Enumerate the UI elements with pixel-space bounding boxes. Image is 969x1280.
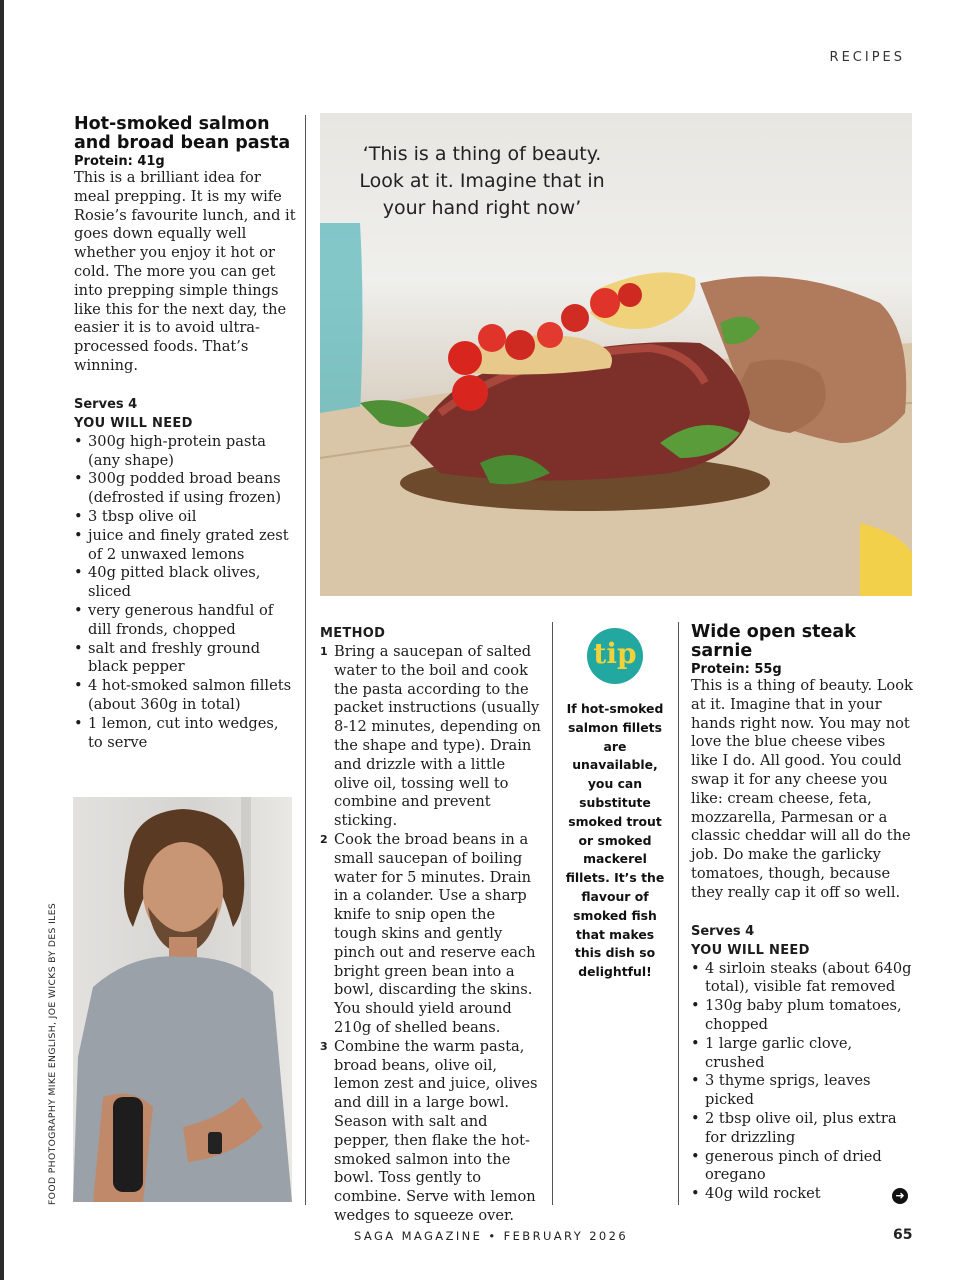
arrow-right-circle-icon: ➜ (892, 1188, 908, 1204)
chef-portrait-illustration (73, 797, 292, 1202)
ingredient-item: • 1 lemon, cut into wedges, to serve (74, 715, 296, 753)
step-text: Bring a saucepan of salted water to the boil and cook the pasta according to the packet instructions (usually 8-12 minutes, depending on the shape and type). Drain and drizzle with a little olive oil, tossing well to combine and prevent sticking. (334, 643, 541, 830)
recipe-1-ingredients (74, 433, 296, 753)
recipe-1-intro: This is a brilliant idea for meal prepping. It is my wife Rosie’s favourite lunch, and it goes down equally well whether you enjoy it hot or cold. The more you can get into prepping simple things like this for the next day, the easier it is to avoid ultra-processed foods. That’s winning. (74, 169, 296, 374)
recipe-2-serves: Serves 4 (691, 923, 755, 939)
chef-portrait-photo (73, 797, 292, 1202)
ingredient-item: • salt and freshly ground black pepper (74, 640, 296, 678)
recipe-1-need-heading: YOU WILL NEED (74, 415, 193, 431)
page-edge (0, 0, 4, 1280)
method-step (320, 831, 542, 1038)
recipe-1-title: Hot-smoked salmon and broad bean pasta (74, 114, 291, 153)
tip-badge-label: tip (593, 637, 637, 670)
magazine-footer: SAGA MAGAZINE • FEBRUARY 2026 (354, 1229, 629, 1243)
section-label: RECIPES (829, 50, 905, 65)
method-heading: METHOD (320, 626, 386, 641)
recipe-1-column (74, 115, 296, 752)
step-text: Combine the warm pasta, broad beans, olive oil, lemon zest and juice, olives and dill in a large bowl. Season with salt and pepper, then flake the hot-smoked salmon into the bowl. Toss gently to combine. Serve with lemon wedges to squeeze over. (334, 1037, 538, 1224)
ingredient-item: • 4 sirloin steaks (about 640g total), visible fat removed (691, 960, 913, 998)
recipe-2-ingredients (691, 960, 913, 1204)
ingredient-item: • 3 thyme sprigs, leaves picked (691, 1072, 913, 1110)
ingredient-item: • 130g baby plum tomatoes, chopped (691, 997, 913, 1035)
recipe-2-title: Wide open steak sarnie (691, 622, 856, 661)
tip-column (563, 628, 667, 982)
recipe-2-protein: Protein: 55g (691, 662, 782, 677)
method-step (320, 1038, 542, 1226)
photo-credit: FOOD PHOTOGRAPHY MIKE ENGLISH, JOE WICKS BY DES ILES (47, 902, 58, 1205)
ingredient-item: • 300g high-protein pasta (any shape) (74, 433, 296, 471)
recipe-2-column (691, 623, 913, 1204)
ingredient-item: • 40g wild rocket (691, 1185, 913, 1204)
step-text: Cook the broad beans in a small saucepan of boiling water for 5 minutes. Drain in a colander. Use a sharp knife to snip open the tough skins and gently pinch out and reserve each bright green bean into a bowl, discarding the skins. You should yield around 210g of shelled beans. (334, 830, 536, 1036)
step-number: 3 (320, 1039, 328, 1053)
ingredient-item: • 300g podded broad beans (defrosted if using frozen) (74, 470, 296, 508)
method-steps (320, 643, 542, 1226)
ingredient-item: • 3 tbsp olive oil (74, 508, 296, 527)
tip-badge-icon (587, 628, 643, 684)
pull-quote: ‘This is a thing of beauty. Look at it. Imagine that in your hand right now’ (359, 143, 605, 219)
ingredient-item: • 40g pitted black olives, sliced (74, 564, 296, 602)
column-divider (552, 622, 553, 1205)
ingredient-item: • 4 hot-smoked salmon fillets (about 360g in total) (74, 677, 296, 715)
ingredient-item: • 1 large garlic clove, crushed (691, 1035, 913, 1073)
recipe-2-need-heading: YOU WILL NEED (691, 942, 810, 958)
step-number: 2 (320, 832, 328, 846)
column-divider (305, 115, 306, 1205)
tip-text: If hot-smoked salmon fillets are unavailable, you can substitute smoked trout or smoked mackerel fillets. It’s the flavour of smoked fish that makes this dish so delightful! (565, 701, 665, 980)
ingredient-item: • 2 tbsp olive oil, plus extra for drizzling (691, 1110, 913, 1148)
recipe-1-serves: Serves 4 (74, 396, 138, 412)
recipe-2-intro: This is a thing of beauty. Look at it. Imagine that in your hands right now. You may not love the blue cheese vibes like I do. All good. You could swap it for any cheese you like: cream cheese, feta, mozzarella, Parmesan or a classic cheddar will all do the job. Do make the garlicky tomatoes, though, because they really cap it off so well. (691, 677, 913, 901)
column-divider (678, 622, 679, 1205)
method-column (320, 626, 542, 1226)
recipe-1-protein: Protein: 41g (74, 154, 165, 169)
method-step (320, 643, 542, 831)
ingredient-item: • very generous handful of dill fronds, chopped (74, 602, 296, 640)
ingredient-item: • juice and finely grated zest of 2 unwaxed lemons (74, 527, 296, 565)
step-number: 1 (320, 645, 328, 658)
page-number: 65 (893, 1227, 913, 1243)
ingredient-item: • generous pinch of dried oregano (691, 1148, 913, 1186)
steak-sandwich-photo (320, 113, 912, 596)
